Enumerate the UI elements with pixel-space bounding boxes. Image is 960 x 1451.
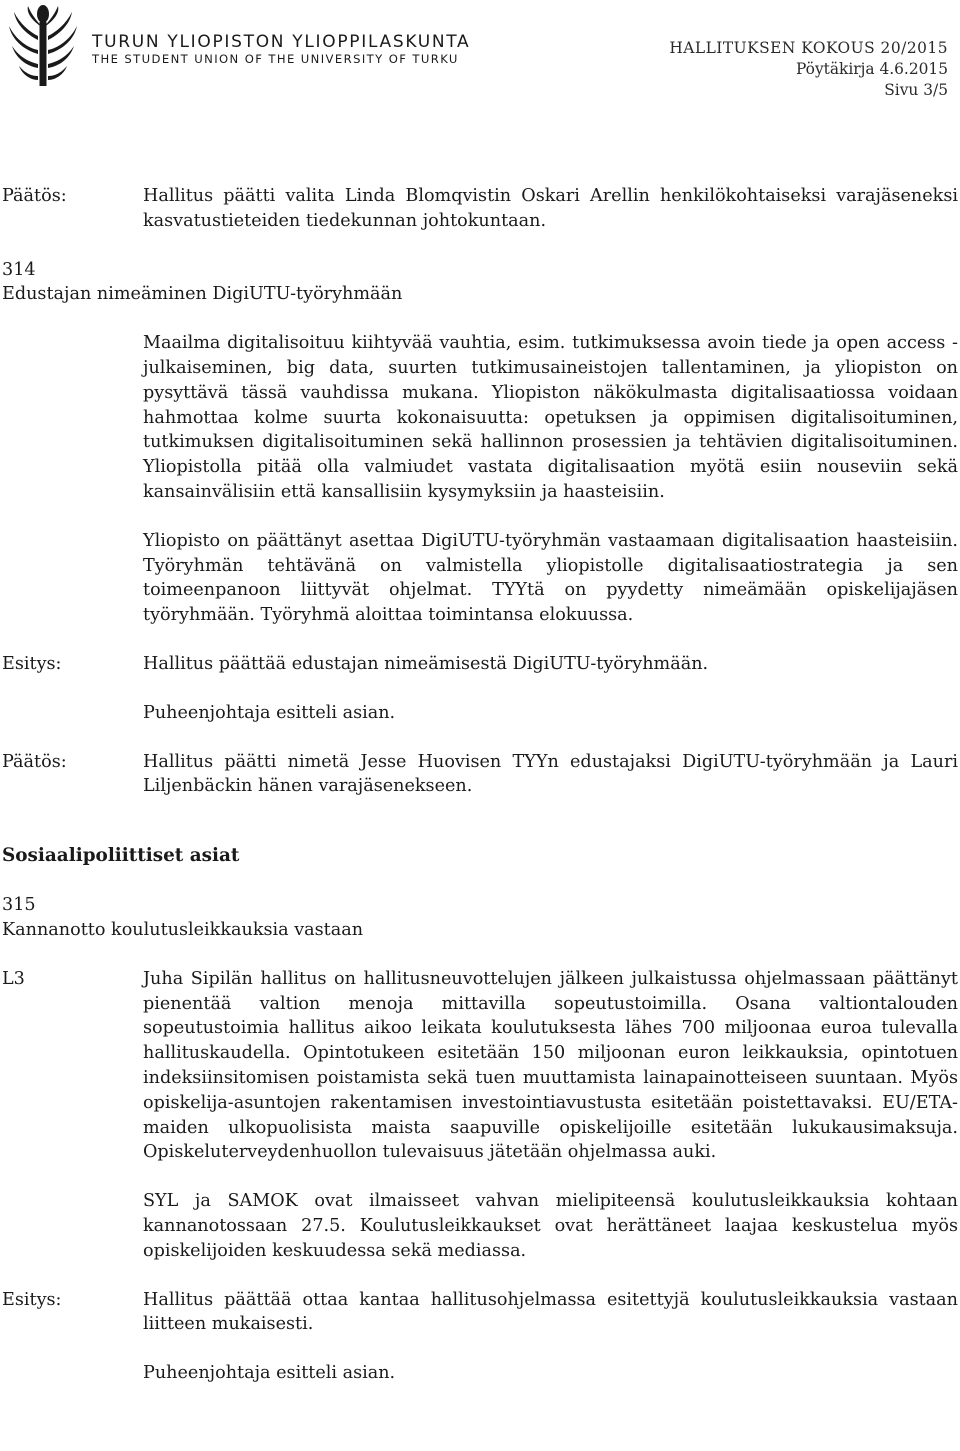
paragraph-text: Juha Sipilän hallitus on hallitusneuvottelujen jälkeen julkaistussa ohjelmassaan päättänyt pienentää valtion menoja mittavilla sopeutustoimilla. Osana valtiontalouden sopeutustoimia hallitus aikoo leikata koulutuksesta lähes 700 miljoonaa euroa tulevalla hallituskaudella. Opintotukeen esitetään 150 miljoonan euron leikkauksia, opintotuen indeksiinsitomisen poistamista sekä tuen muuttamista lainapainotteiseen suuntaan. Myös opiskelija-asuntojen rakentamisen investointiavustusta esitetään poistettavaksi. EU/ETA-maiden ulkopuolisista maista saapuville opiskelijoille esitetään lukukausimaksuja. Opiskeluterveydenhuollon tulevaisuus jätetään ohjelmassa auki. (143, 968, 958, 1163)
document-meta (669, 38, 948, 101)
org-name-fi: TURUN YLIOPISTON YLIOPPILASKUNTA (92, 32, 471, 52)
proposal-row (2, 1288, 958, 1338)
proposal-row (2, 652, 958, 677)
decision-label: Päätös: (2, 186, 67, 206)
meeting-title: HALLITUKSEN KOKOUS 20/2015 (669, 39, 948, 57)
previous-decision (2, 184, 958, 234)
item-title: Edustajan nimeäminen DigiUTU-työryhmään (2, 284, 403, 305)
decision-text: Hallitus päätti nimetä Jesse Huovisen TYYn edustajaksi DigiUTU-työryhmään ja Lauri Liljenbäckin hänen varajäsenekseen. (143, 751, 958, 797)
attachment-label: L3 (2, 968, 25, 989)
decision-label: Päätös: (2, 751, 67, 772)
paragraph-text: Maailma digitalisoituu kiihtyvää vauhtia, esim. tutkimuksessa avoin tiede ja open access -julkaiseminen, big data, suurten tutkimusaineistojen tallentaminen, ja yliopiston on pysyttävä tässä vauhdissa mukana. Yliopiston näkökulmasta digitalisaatiossa voidaan hahmottaa kolme suurta kokonaisuutta: opetuksen ja oppimisen digitalisoituminen, tutkimuksen digitalisoituminen sekä hallinnon prosessien ja tehtävien digitalisoituminen. Yliopistolla pitää olla valmiudet vastata digitalisaation myötä esiin nouseviin sekä kansainvälisiin että kansallisiin kysymyksiin ja haasteisiin. (143, 333, 958, 502)
page-header (0, 0, 960, 110)
document-body (2, 184, 958, 1386)
org-name-en: THE STUDENT UNION OF THE UNIVERSITY OF TURKU (92, 52, 459, 66)
attachment-row (2, 967, 958, 1165)
presenter-text: Puheenjohtaja esitteli asian. (143, 1363, 396, 1384)
organization-name (92, 32, 470, 67)
presenter-row (2, 1361, 958, 1386)
presenter-row (2, 701, 958, 726)
proposal-text: Hallitus päättää edustajan nimeämisestä DigiUTU-työryhmään. (143, 653, 709, 674)
decision-text: Hallitus päätti valita Linda Blomqvistin Oskari Arellin henkilökohtaiseksi varajäseneksi kasvatustieteiden tiedekunnan johtokuntaan. (143, 186, 958, 231)
torch-logo-icon (8, 4, 78, 90)
section-heading: Sosiaalipoliittiset asiat (2, 845, 240, 867)
presenter-text: Puheenjohtaja esitteli asian. (143, 702, 396, 723)
paragraph-text: SYL ja SAMOK ovat ilmaisseet vahvan mielipiteensä koulutusleikkauksia kohtaan kannanotossaan 27.5. Koulutusleikkaukset ovat herättäneet laajaa keskustelua myös opiskelijoiden keskuudessa sekä mediassa. (143, 1191, 958, 1261)
item-number: 315 (2, 895, 36, 916)
minutes-date: Pöytäkirja 4.6.2015 (795, 60, 948, 78)
item-number: 314 (2, 259, 36, 280)
decision-row (2, 750, 958, 800)
paragraph-text: Yliopisto on päättänyt asettaa DigiUTU-työryhmän vastaamaan digitalisaation haasteisiin. Työryhmän tehtävänä on valmistella yliopistolle digitalisaatiostrategia ja sen toimeenpanoon liittyvät ohjelmat. TYYtä on pyydetty nimeämään opiskelijajäsen työryhmään. Työryhmä aloittaa toimintansa elokuussa. (143, 530, 958, 626)
item-paragraph (2, 331, 958, 505)
page-number: Sivu 3/5 (884, 81, 948, 99)
item-paragraph (2, 1189, 958, 1263)
proposal-label: Esitys: (2, 1289, 62, 1310)
item-paragraph (2, 529, 958, 628)
proposal-text: Hallitus päättää ottaa kantaa hallitusohjelmassa esitettyjä koulutusleikkauksia vastaan liitteen mukaisesti. (143, 1289, 958, 1335)
item-title: Kannanotto koulutusleikkauksia vastaan (2, 919, 364, 940)
proposal-label: Esitys: (2, 653, 62, 674)
